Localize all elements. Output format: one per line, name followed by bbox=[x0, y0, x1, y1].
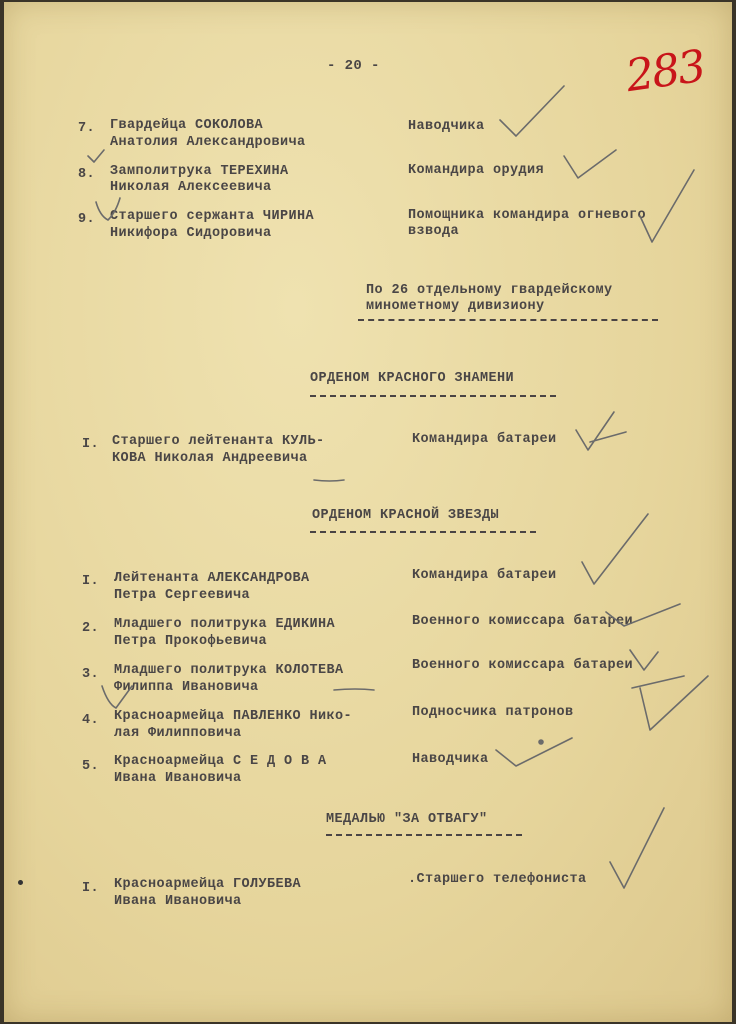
entry-name-line2: Ивана Ивановича bbox=[114, 771, 242, 786]
check-mark-icon bbox=[96, 198, 120, 220]
entry-name-line2: Петра Сергеевича bbox=[114, 588, 251, 603]
pencil-dot bbox=[539, 740, 543, 744]
entry-name-line1: Красноармейца ГОЛУБЕВА bbox=[114, 877, 302, 892]
entry-role-line1: .Старшего телефониста bbox=[408, 872, 587, 887]
check-mark-icon bbox=[640, 170, 694, 242]
entry-number: 9. bbox=[78, 212, 96, 227]
check-mark-icon bbox=[88, 150, 104, 162]
entry-name-line1: Гвардейца СОКОЛОВА bbox=[110, 118, 264, 133]
division-heading-line1: По 26 отдельному гвардейскому bbox=[366, 283, 613, 298]
entry-name-line2: Ивана Ивановича bbox=[114, 894, 242, 909]
check-mark-icon bbox=[500, 86, 564, 136]
entry-role-line1: Подносчика патронов bbox=[412, 705, 574, 720]
entry-name-line2: Анатолия Александровича bbox=[110, 135, 306, 150]
entry-name-line1: Красноармейца С Е Д О В А bbox=[114, 754, 327, 769]
section-heading: ОРДЕНОМ КРАСНОГО ЗНАМЕНИ bbox=[310, 371, 515, 386]
entry-number: 4. bbox=[82, 713, 100, 728]
entry-role-line1: Помощника командира огневого bbox=[408, 208, 647, 223]
entry-name-line1: Старшего сержанта ЧИРИНА bbox=[110, 209, 315, 224]
underline-mark bbox=[334, 689, 374, 690]
section-heading: МЕДАЛЬЮ "ЗА ОТВАГУ" bbox=[326, 812, 488, 827]
check-mark-icon bbox=[582, 514, 648, 584]
entry-name-line1: Младшего политрука КОЛОТЕВА bbox=[114, 663, 344, 678]
entry-number: 7. bbox=[78, 121, 96, 136]
check-mark-icon bbox=[630, 650, 684, 688]
entry-role-line1: Наводчика bbox=[408, 119, 485, 134]
entry-number: 8. bbox=[78, 167, 96, 182]
entry-name-line1: Лейтенанта АЛЕКСАНДРОВА bbox=[114, 571, 310, 586]
entry-name-line1: Замполитрука ТЕРЕХИНА bbox=[110, 164, 289, 179]
entry-role-line1: Командира батареи bbox=[412, 568, 557, 583]
entry-number: I. bbox=[82, 574, 100, 589]
check-mark-icon bbox=[496, 738, 572, 766]
entry-role-line1: Военного комиссара батареи bbox=[412, 658, 634, 673]
entry-number: 5. bbox=[82, 759, 100, 774]
entry-name-line2: Никифора Сидоровича bbox=[110, 226, 272, 241]
entry-number: I. bbox=[82, 437, 100, 452]
document-page bbox=[4, 2, 732, 1022]
entry-name-line2: Петра Прокофьевича bbox=[114, 634, 268, 649]
underline-mark bbox=[314, 480, 344, 481]
entry-role-line1: Наводчика bbox=[412, 752, 489, 767]
check-mark-icon bbox=[610, 808, 664, 888]
entry-name-line1: Младшего политрука ЕДИКИНА bbox=[114, 617, 336, 632]
entry-name-line2: КОВА Николая Андреевича bbox=[112, 451, 308, 466]
check-mark-icon bbox=[606, 604, 680, 626]
entry-role-line1: Военного комиссара батареи bbox=[412, 614, 634, 629]
entry-name-line2: Николая Алексеевича bbox=[110, 180, 272, 195]
entry-name-line1: Красноармейца ПАВЛЕНКО Нико- bbox=[114, 709, 353, 724]
division-heading-line2: минометному дивизиону bbox=[366, 299, 545, 314]
check-mark-icon bbox=[576, 412, 626, 450]
pencil-marks bbox=[4, 2, 732, 1022]
entry-number: 3. bbox=[82, 667, 100, 682]
entry-role-line1: Командира орудия bbox=[408, 163, 545, 178]
entry-role-line1: Командира батареи bbox=[412, 432, 557, 447]
check-mark-icon bbox=[102, 686, 132, 708]
entry-name-line2: Филиппа Ивановича bbox=[114, 680, 259, 695]
entry-number: I. bbox=[82, 881, 100, 896]
entry-role-line2: взвода bbox=[408, 224, 460, 239]
section-heading: ОРДЕНОМ КРАСНОЙ ЗВЕЗДЫ bbox=[312, 508, 500, 523]
check-mark-icon bbox=[564, 150, 616, 178]
page-number: - 20 - bbox=[327, 58, 380, 74]
entry-name-line1: Старшего лейтенанта КУЛЬ- bbox=[112, 434, 325, 449]
entry-name-line2: лая Филипповича bbox=[114, 726, 242, 741]
archive-sheet-number: 283 bbox=[622, 40, 708, 103]
entry-number: 2. bbox=[82, 621, 100, 636]
